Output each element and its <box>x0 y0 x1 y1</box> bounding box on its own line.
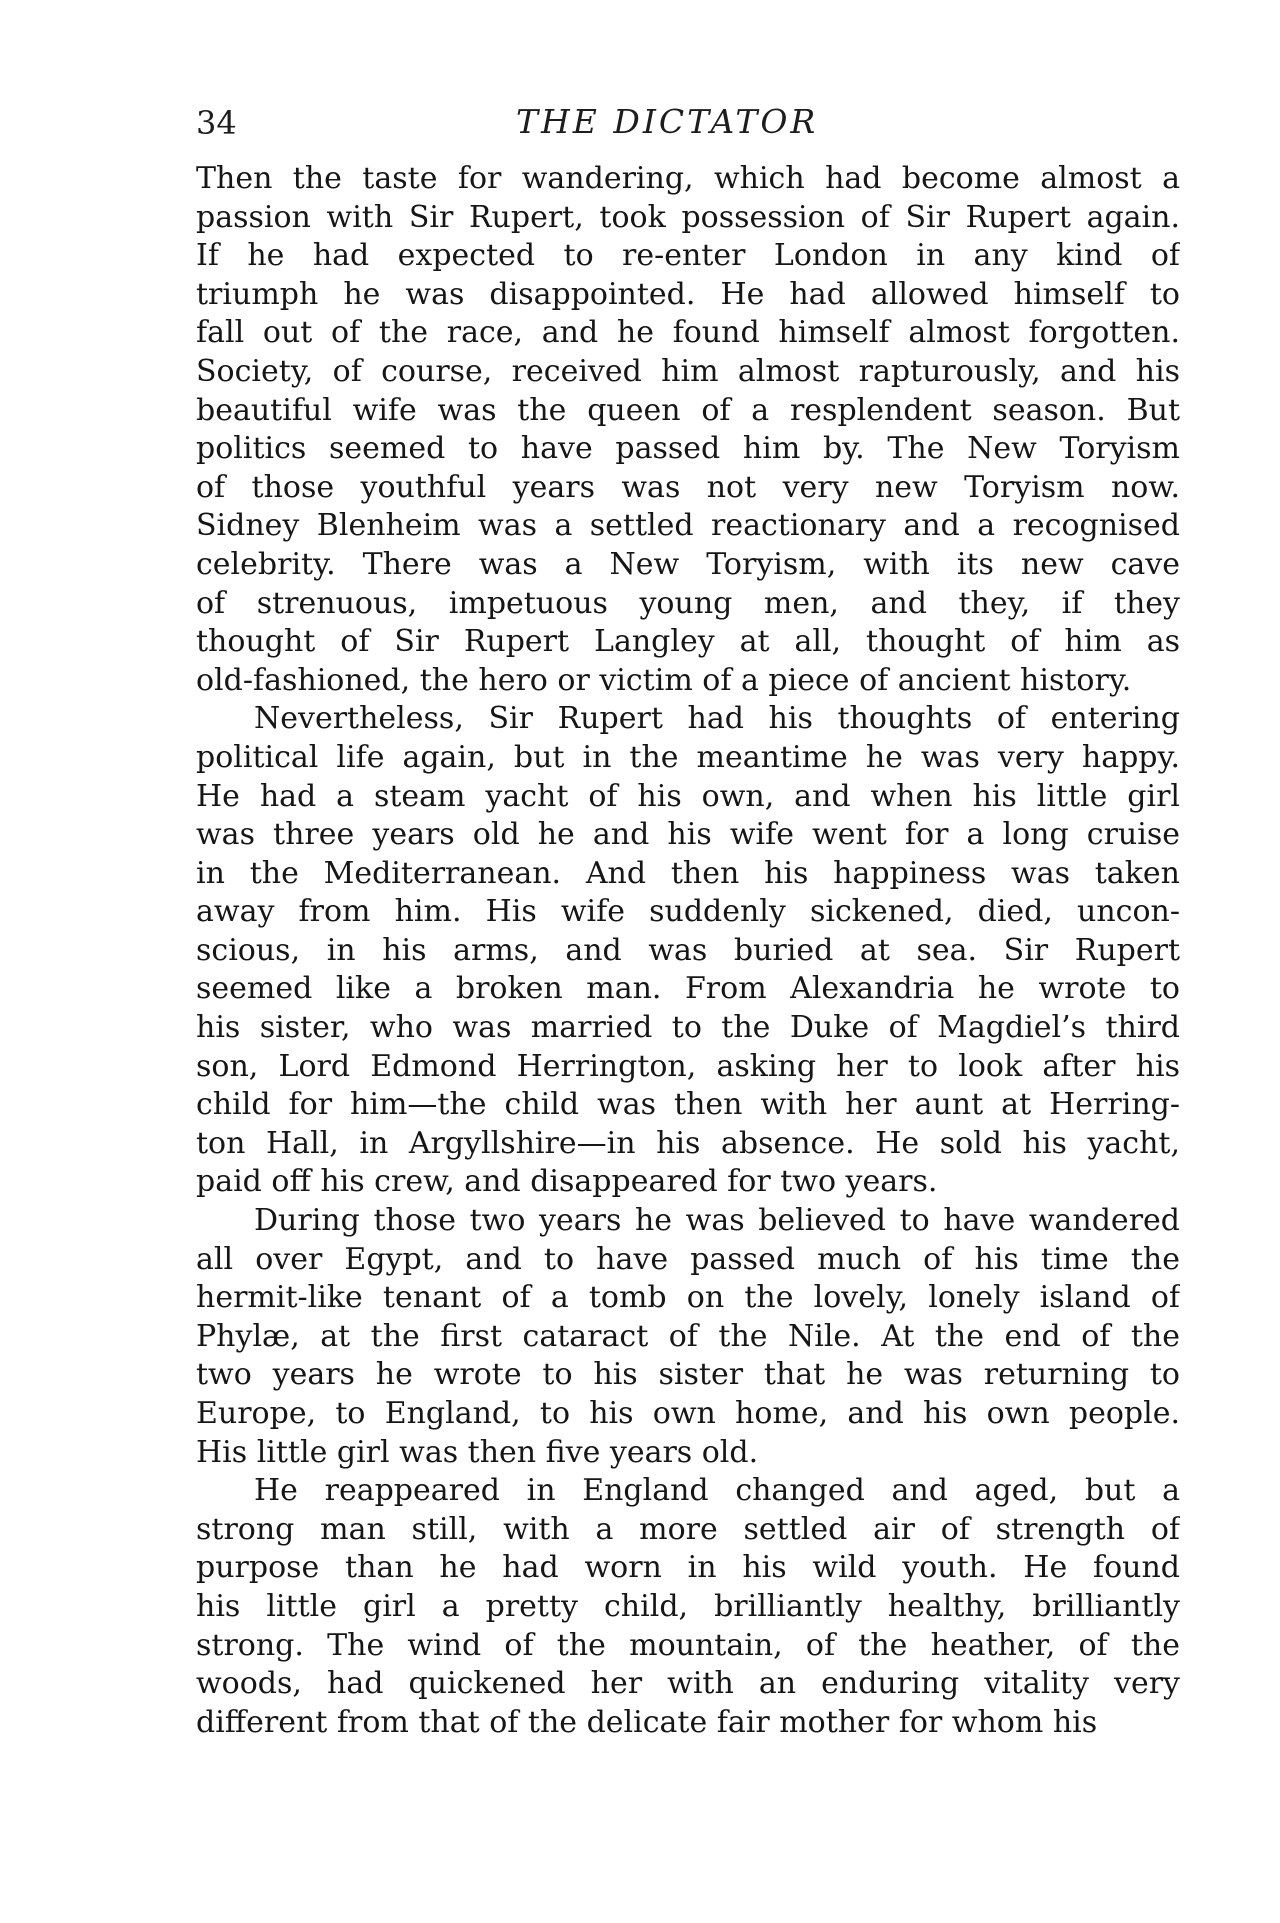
page-header <box>196 100 1180 148</box>
text-line: triumph he was disappointed. He had allowed himself to <box>196 276 1180 312</box>
text-line: child for him—the child was then with her aunt at Herring- <box>196 1087 1180 1123</box>
text-line: ton Hall, in Argyllshire—in his absence. He sold his yacht, <box>196 1125 1180 1161</box>
text-line: old-fashioned, the hero or victim of a piece of ancient history. <box>196 662 1132 698</box>
text-line: of strenuous, impetuous young men, and they, if they <box>196 585 1180 621</box>
paragraph <box>196 1472 1180 1742</box>
text-line: thought of Sir Rupert Langley at all, thought of him as <box>196 624 1180 660</box>
text-line: passion with Sir Rupert, took possession of Sir Rupert again. <box>196 199 1180 235</box>
text-line: strong. The wind of the mountain, of the heather, of the <box>196 1627 1180 1663</box>
text-line: away from him. His wife suddenly sickened, died, uncon- <box>196 894 1180 930</box>
text-line: all over Egypt, and to have passed much of his time the <box>196 1241 1180 1277</box>
text-line: beautiful wife was the queen of a resplendent season. But <box>196 392 1180 428</box>
text-line: different from that of the delicate fair mother for whom his <box>196 1704 1098 1740</box>
running-title: THE DICTATOR <box>516 102 819 141</box>
text-line: woods, had quickened her with an enduring vitality very <box>196 1666 1180 1702</box>
text-line: Phylæ, at the first cataract of the Nile. At the end of the <box>196 1318 1180 1354</box>
page-number: 34 <box>196 104 237 142</box>
text-line: Sidney Blenheim was a settled reactionary and a recognised <box>196 508 1180 544</box>
text-line: fall out of the race, and he found himself almost forgotten. <box>196 315 1180 351</box>
text-line: politics seemed to have passed him by. The New Toryism <box>196 431 1180 467</box>
text-line: During those two years he was believed to have wandered <box>254 1203 1180 1239</box>
paragraph <box>196 1202 1180 1472</box>
text-line: hermit-like tenant of a tomb on the lovely, lonely island of <box>196 1280 1180 1316</box>
paragraph <box>196 700 1180 1202</box>
text-line: He reappeared in England changed and aged, but a <box>254 1473 1180 1509</box>
text-line: He had a steam yacht of his own, and when his little girl <box>196 778 1180 814</box>
text-line: Society, of course, received him almost rapturously, and his <box>196 353 1180 389</box>
text-line: paid off his crew, and disappeared for two years. <box>196 1164 938 1200</box>
text-line: his sister, who was married to the Duke of Magdiel’s third <box>196 1010 1180 1046</box>
text-line: of those youthful years was not very new Toryism now. <box>196 469 1180 505</box>
text-line: his little girl a pretty child, brilliantly healthy, brilliantly <box>196 1588 1180 1624</box>
text-line: His little girl was then five years old. <box>196 1434 759 1470</box>
text-line: Then the taste for wandering, which had become almost a <box>196 161 1180 196</box>
text-line: seemed like a broken man. From Alexandria he wrote to <box>196 971 1180 1007</box>
text-line: Europe, to England, to his own home, and his own people. <box>196 1396 1180 1431</box>
text-line: If he had expected to re-enter London in any kind of <box>196 238 1180 274</box>
text-line: two years he wrote to his sister that he was returning to <box>196 1357 1180 1393</box>
text-line: scious, in his arms, and was buried at sea. Sir Rupert <box>196 932 1180 968</box>
text-line: celebrity. There was a New Toryism, with its new cave <box>196 546 1180 582</box>
text-line: in the Mediterranean. And then his happiness was taken <box>196 855 1180 891</box>
text-line: son, Lord Edmond Herrington, asking her to look after his <box>196 1048 1180 1084</box>
paragraph <box>196 160 1180 700</box>
text-line: purpose than he had worn in his wild youth. He found <box>196 1550 1180 1586</box>
text-line: strong man still, with a more settled air of strength of <box>196 1511 1180 1547</box>
text-line: Nevertheless, Sir Rupert had his thoughts of entering <box>254 701 1180 737</box>
text-line: was three years old he and his wife went for a long cruise <box>196 817 1180 853</box>
body-text <box>196 160 1180 1742</box>
text-line: political life again, but in the meantime he was very happy. <box>196 739 1180 775</box>
